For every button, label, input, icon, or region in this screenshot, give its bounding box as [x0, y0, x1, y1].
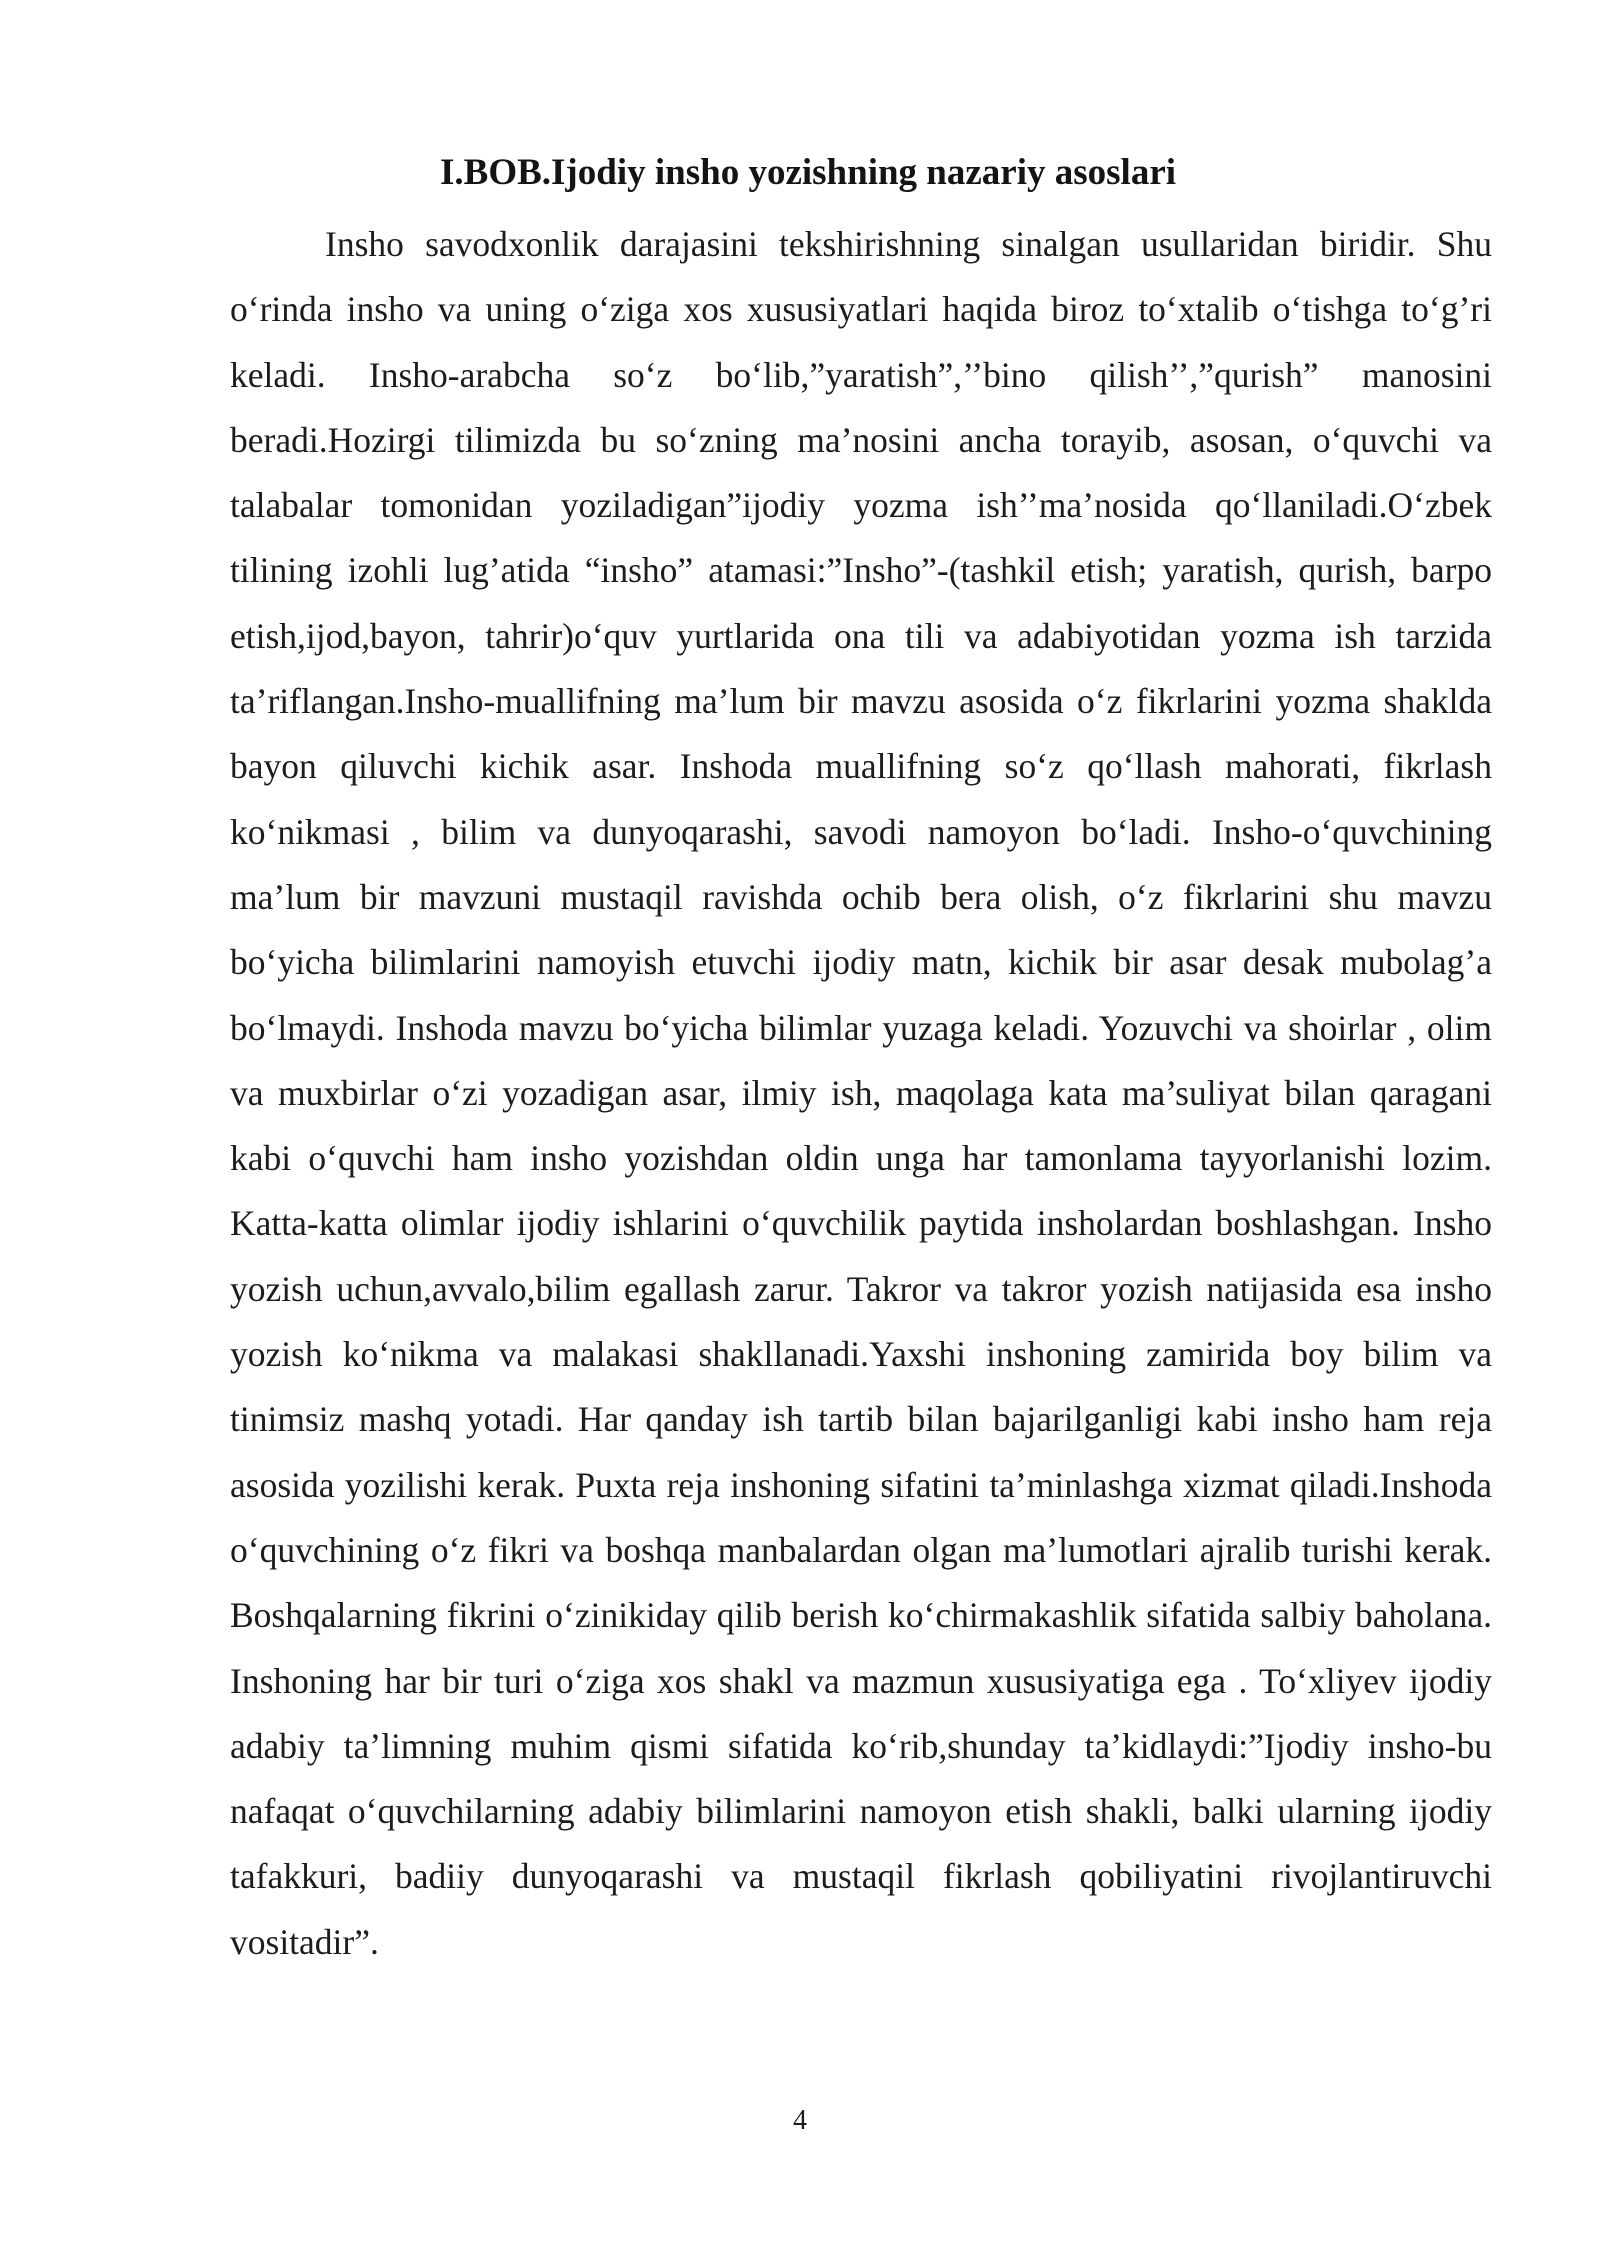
page-number: 4 — [793, 2105, 807, 2136]
chapter-heading: I.BOB.Ijodiy insho yozishning nazariy asoslari — [440, 152, 1177, 193]
body-paragraph: Insho savodxonlik darajasini tekshirishning sinalgan usullaridan biridir. Shu o‘rinda insho va uning o‘ziga xos xususiyatlari haqida biroz to‘xtalib o‘tishga to‘g’ri keladi. Insho-arabcha so‘z bo‘lib,”yaratish”,’’bino qilish’’,”qurish” manosini beradi.Hozirgi tilimizda bu so‘zning ma’nosini ancha torayib, asosan, o‘quvchi va talabalar tomonidan yoziladigan”ijodiy yozma ish’’ma’nosida qo‘llaniladi.O‘zbek tilining izohli lug’atida “insho” atamasi:”Insho”-(tashkil etish; yaratish, qurish, barpo etish,ijod,bayon, tahrir)o‘quv yurtlarida ona tili va adabiyotidan yozma ish tarzida ta’riflangan.Insho-muallifning ma’lum bir mavzu asosida o‘z fikrlarini yozma shaklda bayon qiluvchi kichik asar. Inshoda muallifning so‘z qo‘llash mahorati, fikrlash ko‘nikmasi , bilim va dunyoqarashi, savodi namoyon bo‘ladi. Insho-o‘quvchining ma’lum bir mavzuni mustaqil ravishda ochib bera olish, o‘z fikrlarini shu mavzu bo‘yicha bilimlarini namoyish etuvchi ijodiy matn, kichik bir asar desak mubolag’a bo‘lmaydi. Inshoda mavzu bo‘yicha bilimlar yuzaga keladi. Yozuvchi va shoirlar , olim va muxbirlar o‘zi yozadigan asar, ilmiy ish, maqolaga kata ma’suliyat bilan qaragani kabi o‘quvchi ham insho yozishdan oldin unga har tamonlama tayyorlanishi lozim. Katta-katta olimlar ijodiy ishlarini o‘quvchilik paytida insholardan boshlashgan. Insho yozish uchun,avvalo,bilim egallash zarur. Takror va takror yozish natijasida esa insho yozish ko‘nikma va malakasi shakllanadi.Yaxshi inshoning zamirida boy bilim va tinimsiz mashq yotadi. Har qanday ish tartib bilan bajarilganligi kabi insho ham reja asosida yozilishi kerak. Puxta reja inshoning sifatini ta’minlashga xizmat qiladi.Inshoda o‘quvchining o‘z fikri va boshqa manbalardan olgan ma’lumotlari ajralib turishi kerak. Boshqalarning fikrini o‘zinikiday qilib berish ko‘chirmakashlik sifatida salbiy baholana. Inshoning har bir turi o‘ziga xos shakl va mazmun xususiyatiga ega . To‘xliyev ijodiy adabiy ta’limning muhim qismi sifatida ko‘rib,shunday ta’kidlaydi:”Ijodiy insho-bu nafaqat o‘quvchilarning adabiy bilimlarini namoyon etish shakli, balki ularning ijodiy tafakkuri, badiiy dunyoqarashi va mustaqil fikrlash qobiliyatini rivojlantiruvchi vositadir”. — [230, 224, 1492, 1962]
